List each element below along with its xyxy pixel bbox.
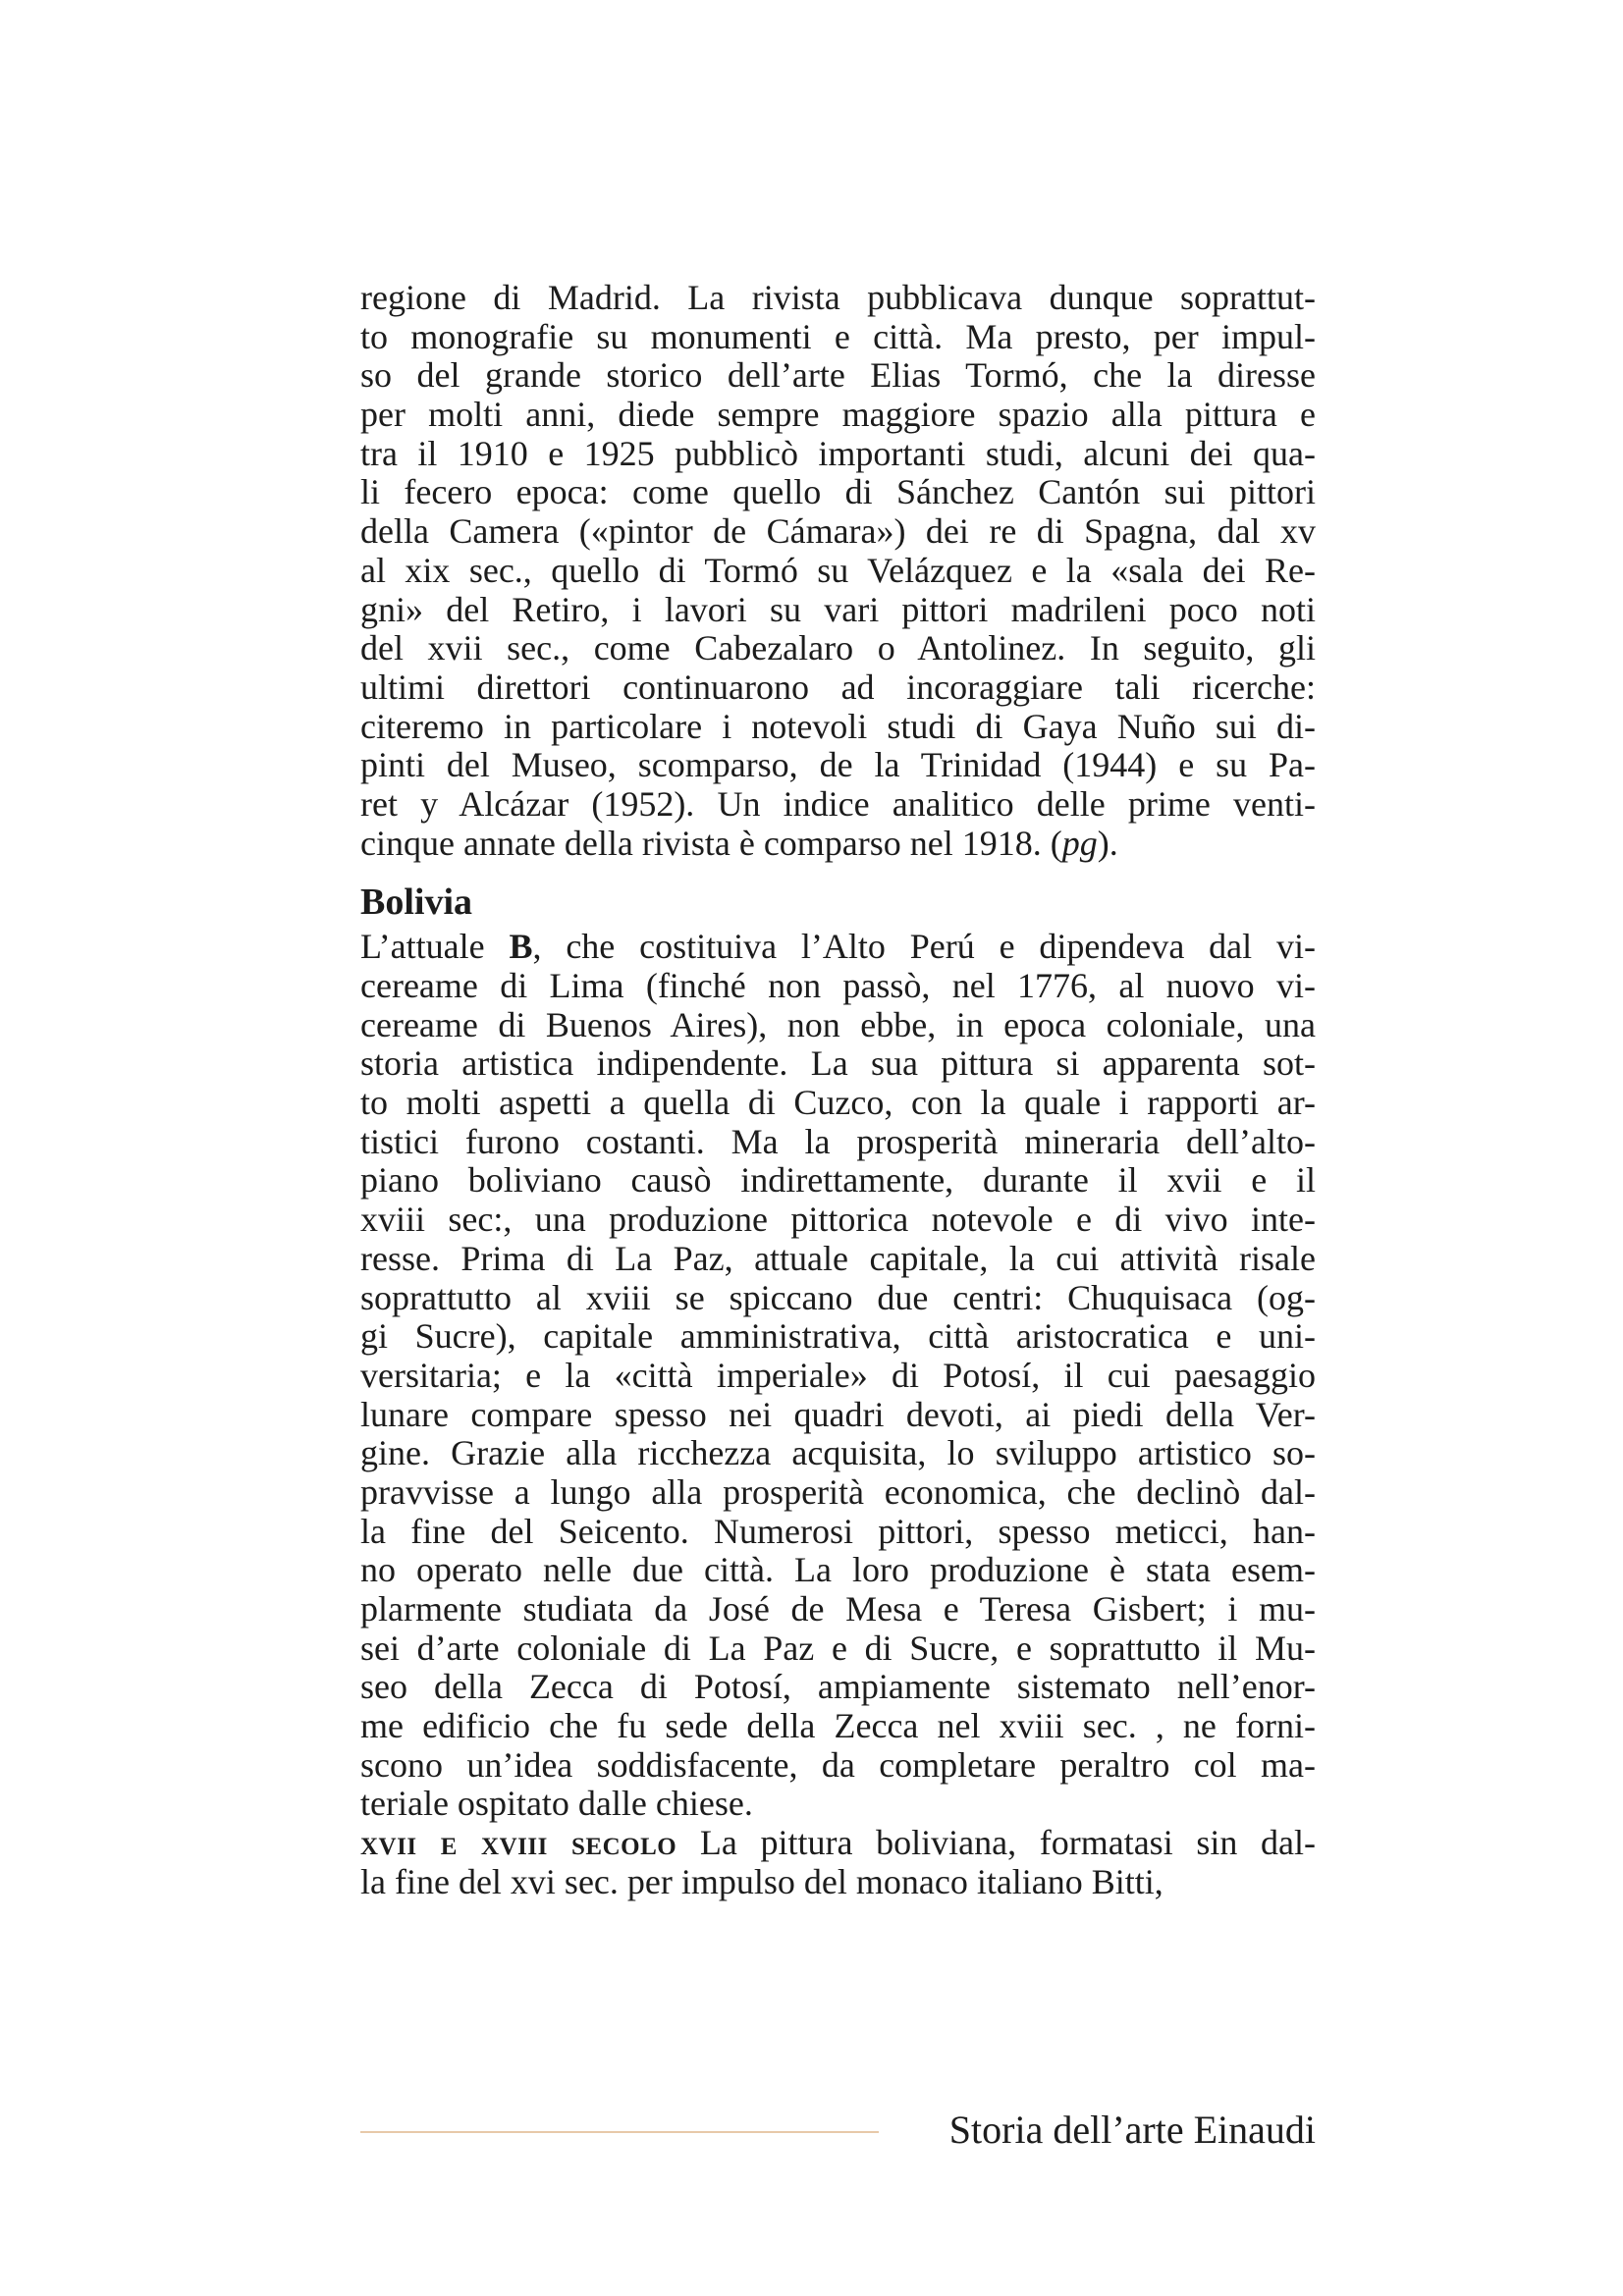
text-line: gine. Grazie alla ricchezza acquisita, lo sviluppo artistico so- xyxy=(360,1433,1316,1473)
text-line: cereame di Lima (finché non passò, nel 1776, al nuovo vi- xyxy=(360,966,1316,1005)
entry-heading: Bolivia xyxy=(360,881,473,924)
text-line: piano boliviano causò indirettamente, durante il xvii e il xyxy=(360,1160,1316,1201)
text-run: ). xyxy=(1097,823,1118,863)
text-line: xviii sec:, una produzione pittorica notevole e di vivo inte- xyxy=(360,1200,1316,1240)
text-run: , che costituiva l’Alto Perú e dipendeva dal vi- xyxy=(532,927,1316,967)
text-line xyxy=(360,1824,1316,1863)
text-line: cereame di Buenos Aires), non ebbe, in epoca coloniale, una xyxy=(360,1004,1316,1044)
page-footer xyxy=(360,2106,1316,2155)
text-line: no operato nelle due città. La loro produzione è stata esem- xyxy=(360,1550,1316,1590)
text-column xyxy=(360,279,1316,1902)
text-line: scono un’idea soddisfacente, da completare peraltro col ma- xyxy=(360,1744,1316,1785)
text-line: seo della Zecca di Potosí, ampiamente sistemato nell’enor- xyxy=(360,1667,1316,1707)
text-line: me edificio che fu sede della Zecca nel xviii sec. , ne forni- xyxy=(360,1706,1316,1746)
text-line: to molti aspetti a quella di Cuzco, con la quale i rapporti ar- xyxy=(360,1083,1316,1123)
text-line-last xyxy=(360,825,1316,864)
text-line: citeremo in particolare i notevoli studi di Gaya Nuño sui di- xyxy=(360,706,1316,746)
text-line: soprattutto al xviii se spiccano due centri: Chuquisaca (og- xyxy=(360,1277,1316,1317)
text-line: sei d’arte coloniale di La Paz e di Sucre, e soprattutto il Mu- xyxy=(360,1628,1316,1668)
text-line: pinti del Museo, scomparso, de la Trinidad (1944) e su Pa- xyxy=(360,745,1316,785)
text-run: L’attuale xyxy=(360,927,510,967)
footer-title: Storia dell’arte Einaudi xyxy=(948,2108,1316,2152)
text-line xyxy=(360,928,1316,967)
text-line: versitaria; e la «città imperiale» di Potosí, il cui paesaggio xyxy=(360,1355,1316,1395)
text-line-last: teriale ospitato dalle chiese. xyxy=(360,1784,753,1824)
text-line: gni» del Retiro, i lavori su vari pittori madrileni poco noti xyxy=(360,589,1316,629)
text-line: la fine del xvi sec. per impulso del monaco italiano Bitti, xyxy=(360,1861,1163,1901)
text-line: tra il 1910 e 1925 pubblicò importanti studi, alcuni dei qua- xyxy=(360,433,1316,473)
text-line: del xvii sec., come Cabezalaro o Antolinez. In seguito, gli xyxy=(360,628,1316,668)
text-line: al xix sec., quello di Tormó su Velázquez e la «sala dei Re- xyxy=(360,550,1316,590)
text-line: regione di Madrid. La rivista pubblicava dunque soprattut- xyxy=(360,278,1316,317)
text-line: to monografie su monumenti e città. Ma presto, per impul- xyxy=(360,316,1316,356)
text-line: lunare compare spesso nei quadri devoti, ai piedi della Ver- xyxy=(360,1394,1316,1434)
text-line: gi Sucre), capitale amministrativa, città aristocratica e uni- xyxy=(360,1316,1316,1357)
text-line: ret y Alcázar (1952). Un indice analitico delle prime venti- xyxy=(360,783,1316,824)
text-line: storia artistica indipendente. La sua pittura si apparenta sot- xyxy=(360,1043,1316,1084)
text-line: resse. Prima di La Paz, attuale capitale, la cui attività risale xyxy=(360,1238,1316,1278)
text-line: tistici furono costanti. Ma la prosperità mineraria dell’alto- xyxy=(360,1121,1316,1161)
text-line: plarmente studiata da José de Mesa e Teresa Gisbert; i mu- xyxy=(360,1589,1316,1629)
text-line: della Camera («pintor de Cámara») dei re di Spagna, dal xv xyxy=(360,511,1316,552)
text-line: la fine del Seicento. Numerosi pittori, spesso meticci, han- xyxy=(360,1511,1316,1551)
text-line: so del grande storico dell’arte Elias Tormó, che la diresse xyxy=(360,355,1316,396)
footer-rule xyxy=(360,2131,879,2133)
text-line: per molti anni, diede sempre maggiore spazio alla pittura e xyxy=(360,395,1316,435)
entry-abbreviation: B xyxy=(509,927,533,967)
text-run: cinque annate della rivista è comparso nel 1918. ( xyxy=(360,823,1062,863)
section-lead: xvii e xviii secolo xyxy=(360,1823,677,1863)
text-run: La pittura boliviana, formatasi sin dal- xyxy=(676,1823,1316,1863)
text-line: ultimi direttori continuarono ad incoraggiare tali ricerche: xyxy=(360,667,1316,707)
text-line: li fecero epoca: come quello di Sánchez Cantón sui pittori xyxy=(360,472,1316,512)
author-signature: pg xyxy=(1061,823,1098,863)
text-line: pravvisse a lungo alla prosperità economica, che declinò dal- xyxy=(360,1471,1316,1512)
